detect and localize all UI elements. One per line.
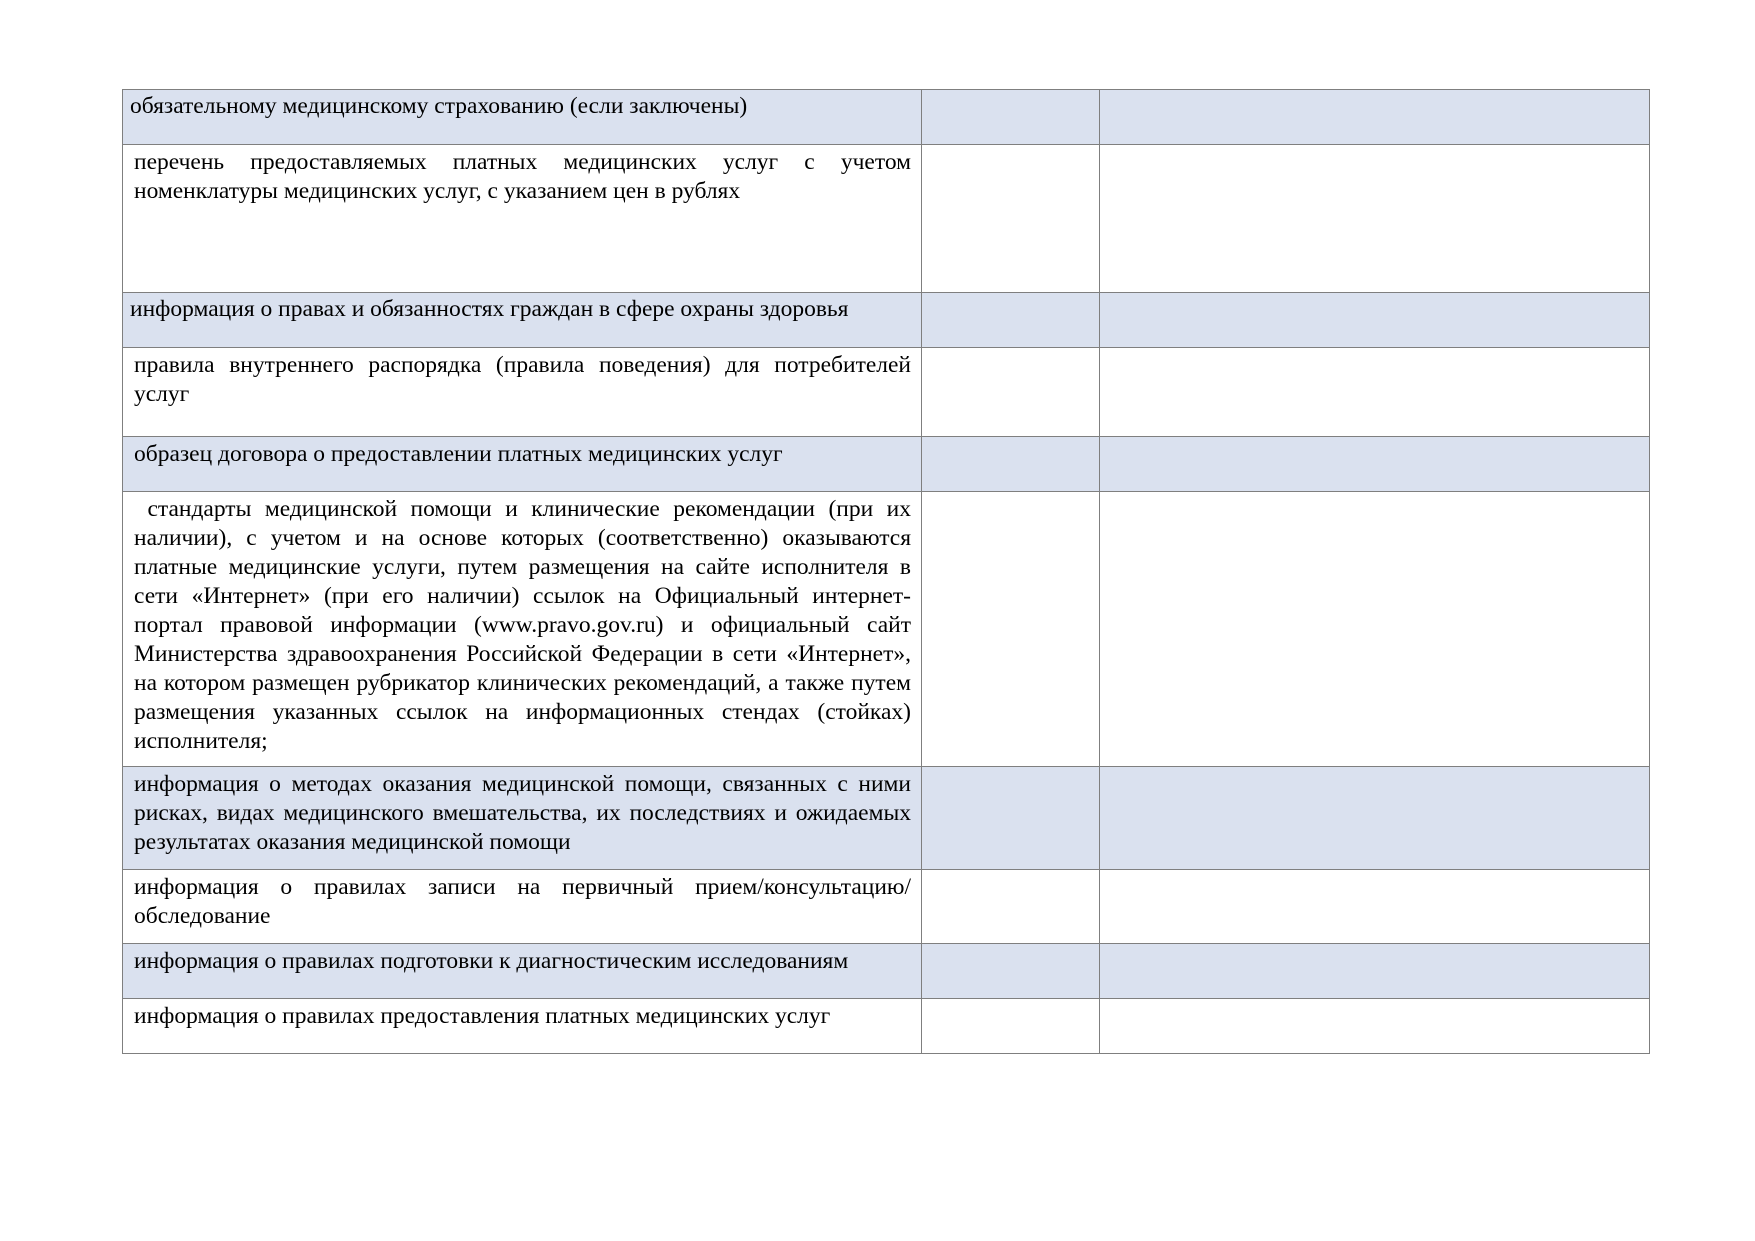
requirement-text: информация о правах и обязанностях граждан в сфере охраны здоровья xyxy=(130,296,849,322)
status-cell xyxy=(922,944,1100,999)
table-row xyxy=(123,145,1650,293)
requirement-text: правила внутреннего распорядка (правила поведения) для потребителей услуг xyxy=(134,352,911,407)
table-row xyxy=(123,870,1650,944)
requirement-cell xyxy=(123,944,922,999)
table-row xyxy=(123,999,1650,1054)
requirement-text: образец договора о предоставлении платных медицинских услуг xyxy=(134,441,783,467)
table-row xyxy=(123,90,1650,145)
notes-cell xyxy=(1100,492,1650,767)
table-row xyxy=(123,767,1650,870)
requirement-cell xyxy=(123,767,922,870)
notes-cell xyxy=(1100,293,1650,348)
status-cell xyxy=(922,145,1100,293)
requirement-text: перечень предоставляемых платных медицинских услуг с учетом номенклатуры медицинских услуг, с указанием цен в рублях xyxy=(134,149,911,204)
notes-cell xyxy=(1100,999,1650,1054)
status-cell xyxy=(922,90,1100,145)
requirement-cell xyxy=(123,293,922,348)
status-cell xyxy=(922,870,1100,944)
notes-cell xyxy=(1100,944,1650,999)
requirement-cell xyxy=(123,492,922,767)
notes-cell xyxy=(1100,767,1650,870)
table-row xyxy=(123,944,1650,999)
notes-cell xyxy=(1100,90,1650,145)
requirement-cell xyxy=(123,348,922,437)
status-cell xyxy=(922,437,1100,492)
requirement-cell xyxy=(123,999,922,1054)
status-cell xyxy=(922,999,1100,1054)
status-cell xyxy=(922,492,1100,767)
status-cell xyxy=(922,767,1100,870)
table-row xyxy=(123,492,1650,767)
requirement-text: информация о правилах предоставления платных медицинских услуг xyxy=(134,1003,831,1029)
notes-cell xyxy=(1100,437,1650,492)
table-row xyxy=(123,293,1650,348)
table-row xyxy=(123,348,1650,437)
requirement-cell xyxy=(123,437,922,492)
notes-cell xyxy=(1100,145,1650,293)
requirement-cell xyxy=(123,870,922,944)
requirement-cell xyxy=(123,145,922,293)
status-cell xyxy=(922,348,1100,437)
notes-cell xyxy=(1100,348,1650,437)
requirement-cell xyxy=(123,90,922,145)
requirement-text: информация о правилах записи на первичный прием/консультацию/обследование xyxy=(134,874,911,929)
notes-cell xyxy=(1100,870,1650,944)
requirement-text: информация о методах оказания медицинской помощи, связанных с ними рисках, видах медицинского вмешательства, их последствиях и ожидаемых результатах оказания медицинской помощи xyxy=(134,771,911,855)
table-row xyxy=(123,437,1650,492)
status-cell xyxy=(922,293,1100,348)
requirement-text: стандарты медицинской помощи и клинические рекомендации (при их наличии), с учетом и на основе которых (соответственно) оказываются платные медицинские услуги, путем размещения на сайте исполнителя в сети «Интернет» (при его наличии) ссылок на Официальный интернет-портал правовой информации (www.pravo.gov.ru) и официальный сайт Министерства здравоохранения Российской Федерации в сети «Интернет», на котором размещен рубрикатор клинических рекомендаций, а также путем размещения указанных ссылок на информационных стендах (стойках) исполнителя; xyxy=(134,496,917,754)
requirement-text: обязательному медицинскому страхованию (если заключены) xyxy=(130,93,748,119)
requirement-text: информация о правилах подготовки к диагностическим исследованиям xyxy=(134,948,849,974)
requirements-table xyxy=(122,89,1650,1054)
